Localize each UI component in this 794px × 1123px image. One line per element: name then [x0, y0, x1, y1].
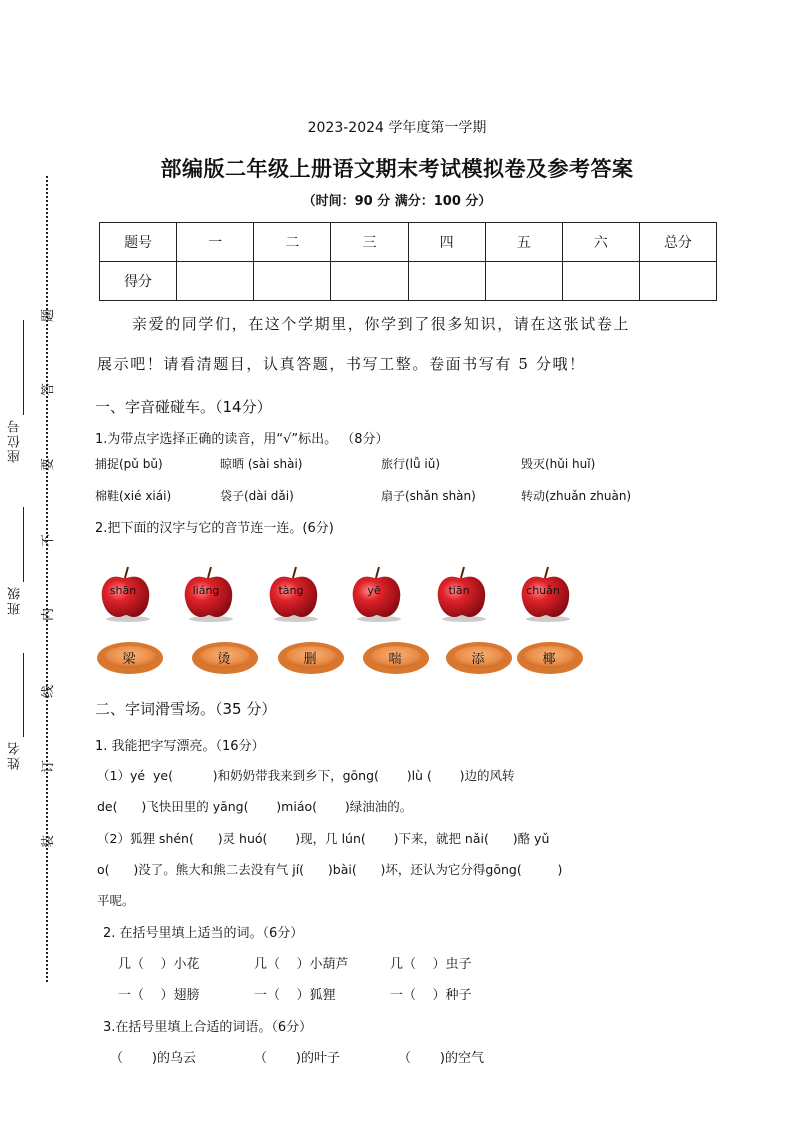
notice-char: 内 — [41, 607, 57, 622]
plate-hanzi: 梁 — [122, 652, 136, 667]
notice-char: 线 — [41, 684, 57, 699]
apple-pinyin: shān — [109, 584, 137, 597]
apple-syllable[interactable] — [266, 564, 316, 620]
fill-word-item[interactable]: （ )的叶子 — [254, 1051, 340, 1066]
notice-char: 答 — [41, 382, 57, 397]
plate-hanzi: 喘 — [388, 652, 402, 667]
notice-char: 不 — [41, 533, 57, 548]
name-label: 姓名 — [8, 740, 23, 770]
table-cell: 总分 — [639, 223, 716, 262]
pinyin-choice[interactable]: 捕捉(pǔ bǔ) — [95, 457, 163, 471]
pinyin-choice[interactable]: 旅行(lǚ iǔ) — [381, 457, 441, 471]
table-cell: 六 — [562, 223, 639, 262]
apple-pinyin: liáng — [192, 584, 220, 597]
section-1-heading: 一、字音碰碰车。（14分） — [95, 398, 272, 416]
passage-2-line-3: 平呢。 — [97, 893, 135, 908]
passage-1-line-1[interactable]: （1）yé ye( )和奶奶带我来到乡下，gōng( )lù ( )边的风转 — [97, 768, 515, 783]
plate-character[interactable] — [277, 640, 343, 674]
question-2-1: 1. 我能把字写漂亮。（16分） — [95, 739, 265, 754]
table-row — [100, 223, 717, 262]
table-cell: 一 — [177, 223, 254, 262]
plate-character[interactable] — [96, 640, 162, 674]
apple-syllable[interactable] — [518, 564, 568, 620]
measure-word-item[interactable]: 一（ ）种子 — [390, 988, 472, 1003]
apple-syllable[interactable] — [181, 564, 231, 620]
fill-word-item[interactable]: （ )的空气 — [398, 1051, 484, 1066]
exam-info: （时间：90 分 满分：100 分） — [302, 194, 492, 209]
apple-syllable[interactable] — [98, 564, 148, 620]
seat-number-blank — [23, 320, 24, 415]
apple-pinyin: tiān — [448, 584, 470, 597]
apple-syllable[interactable] — [349, 564, 399, 620]
table-cell: 得分 — [100, 262, 177, 301]
question-1-1: 1.为带点字选择正确的读音，用“√”标出。 （8分） — [95, 432, 389, 447]
apple-syllable[interactable] — [434, 564, 484, 620]
table-cell: 五 — [485, 223, 562, 262]
plate-character[interactable] — [362, 640, 428, 674]
page-title: 部编版二年级上册语文期末考试模拟卷及参考答案 — [160, 157, 634, 181]
table-cell: 四 — [408, 223, 485, 262]
notice-char: 订 — [41, 759, 57, 774]
measure-word-item[interactable]: 几（ ）小葫芦 — [254, 957, 349, 972]
pinyin-choice[interactable]: 袋子(dài dǎi) — [220, 489, 294, 503]
score-input-cell[interactable] — [254, 262, 331, 301]
score-input-cell[interactable] — [639, 262, 716, 301]
binding-dotted-line — [46, 176, 48, 982]
passage-2-line-1[interactable]: （2）狐狸 shén( )灵 huó( )现，几 lún( )下来，就把 nǎi( )酪 yǔ — [97, 831, 550, 846]
question-1-2: 2.把下面的汉字与它的音节连一连。(6分) — [95, 521, 334, 536]
score-input-cell[interactable] — [485, 262, 562, 301]
table-cell: 二 — [254, 223, 331, 262]
table-cell: 题号 — [100, 223, 177, 262]
notice-char: 装 — [41, 834, 57, 849]
measure-word-item[interactable]: 一（ ）狐狸 — [254, 988, 336, 1003]
measure-word-item[interactable]: 几（ ）小花 — [118, 957, 200, 972]
measure-word-item[interactable]: 一（ ）翅膀 — [118, 988, 200, 1003]
apple-pinyin: tàng — [278, 584, 304, 597]
table-row — [100, 262, 717, 301]
pinyin-choice[interactable]: 棉鞋(xié xiái) — [95, 489, 172, 503]
score-input-cell[interactable] — [408, 262, 485, 301]
question-2-2: 2. 在括号里填上适当的词。（6分） — [103, 926, 304, 941]
fill-word-item[interactable]: （ )的乌云 — [110, 1051, 196, 1066]
score-table — [99, 222, 717, 301]
score-input-cell[interactable] — [562, 262, 639, 301]
score-input-cell[interactable] — [331, 262, 408, 301]
notice-char: 题 — [41, 308, 57, 323]
plate-hanzi: 椰 — [542, 652, 556, 667]
score-input-cell[interactable] — [177, 262, 254, 301]
passage-1-line-2[interactable]: de( )飞快田里的 yāng( )miáo( )绿油油的。 — [97, 799, 413, 814]
name-blank — [23, 653, 24, 737]
apple-pinyin: yē — [367, 584, 381, 597]
plate-hanzi: 烫 — [217, 652, 231, 667]
seat-number-label: 座位号 — [8, 418, 23, 463]
plate-character[interactable] — [445, 640, 511, 674]
class-label: 班级 — [8, 585, 23, 615]
passage-2-line-2[interactable]: o( )没了。熊大和熊二去没有气 jí( )bài( )坏，还认为它分得gōng( ) — [97, 862, 563, 877]
pinyin-choice[interactable]: 转动(zhuǎn zhuàn) — [521, 489, 632, 503]
apple-pinyin: chuǎn — [526, 584, 560, 597]
class-blank — [23, 507, 24, 582]
pinyin-choice[interactable]: 毁灭(hǔi huǐ) — [521, 457, 596, 471]
section-2-heading: 二、字词滑雪场。（35 分） — [95, 700, 277, 718]
intro-line-2: 展示吧！请看清题目，认真答题，书写工整。卷面书写有 5 分哦！ — [97, 355, 586, 373]
school-year: 2023-2024 学年度第一学期 — [307, 120, 487, 136]
measure-word-item[interactable]: 几（ ）虫子 — [390, 957, 472, 972]
question-2-3: 3.在括号里填上合适的词语。（6分） — [103, 1020, 313, 1035]
plate-hanzi: 删 — [303, 652, 317, 667]
notice-char: 要 — [41, 457, 57, 472]
plate-character[interactable] — [191, 640, 257, 674]
plate-character[interactable] — [516, 640, 582, 674]
table-cell: 三 — [331, 223, 408, 262]
pinyin-choice[interactable]: 扇子(shǎn shàn) — [381, 489, 476, 503]
plate-hanzi: 添 — [471, 652, 485, 667]
pinyin-choice[interactable]: 晾晒 (sài shài) — [220, 457, 303, 471]
intro-line-1: 亲爱的同学们，在这个学期里，你学到了很多知识，请在这张试卷上 — [132, 315, 631, 333]
